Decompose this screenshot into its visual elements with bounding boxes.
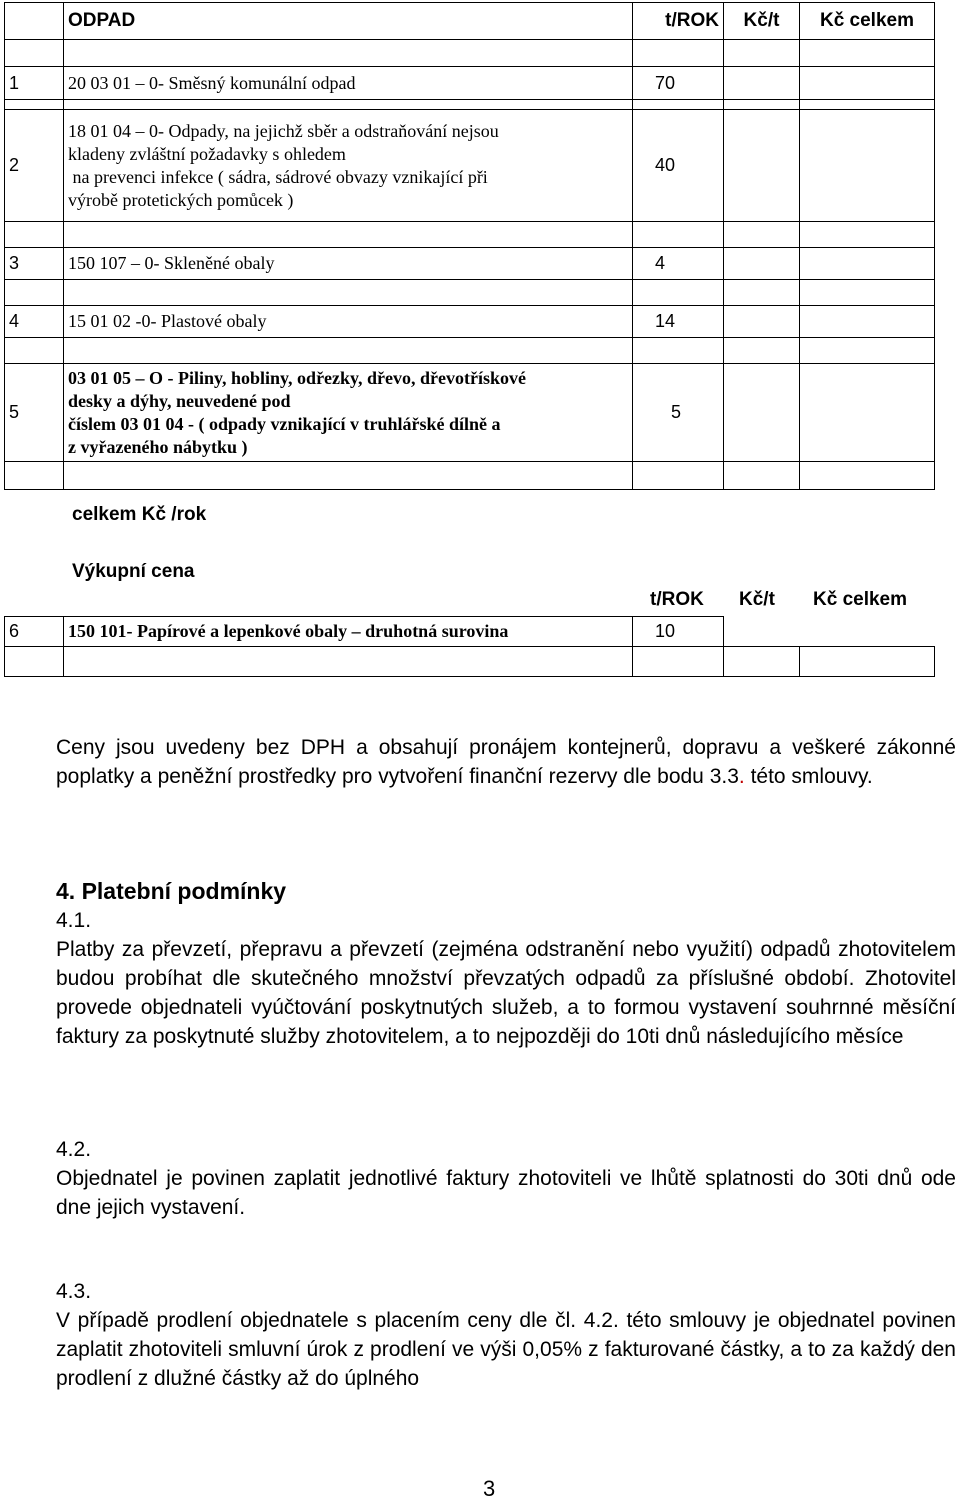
section-4-1-number: 4.1.	[56, 909, 92, 932]
section-4-3-text: V případě prodlení objednatele s placením ceny dle čl. 4.2. této smlouvy je objednatel povinen zaplatit zhotoviteli smluvní úrok z prodlení ve výši 0,05% z fakturované částky, a to za každý den prodlení z dlužné částky až do úplného	[56, 1309, 956, 1390]
page-number: 3	[483, 1476, 496, 1501]
header2-kc-t: Kč/t	[739, 589, 775, 610]
table-row	[5, 364, 935, 462]
spacer-row	[5, 280, 935, 306]
row-description	[64, 364, 633, 462]
prices-dot: .	[738, 765, 745, 788]
row-price-cell	[724, 67, 800, 100]
row-amount: 40	[633, 110, 724, 222]
row-total-cell	[800, 364, 935, 462]
section-4-1-text: Platby za převzetí, přepravu a převzetí (zejména odstranění nebo využití) odpadů zhotovitelem budou probíhat dle skutečného množství převzatých odpadů za příslušné období. Zhotovitel provede objednateli vyúčtování poskytnutých služeb, a to formou vystavení souhrnné měsíční faktury za poskytnuté služby zhotovitelem, a to nejpozději do 10ti dnů následujícího měsíce	[56, 938, 956, 1048]
desc-line: výrobě protetických pomůcek )	[68, 189, 294, 210]
table-row	[5, 248, 935, 280]
desc-line: na prevenci infekce ( sádra, sádrové obvazy vznikající při	[68, 166, 488, 187]
row-total-cell	[800, 306, 935, 338]
row-number: 6	[5, 617, 64, 647]
table-row	[5, 306, 935, 338]
row-amount: 14	[633, 306, 724, 338]
row-number: 3	[5, 248, 64, 280]
row-number: 4	[5, 306, 64, 338]
header-kc-celkem: Kč celkem	[800, 3, 935, 40]
desc-line: kladeny zvláštní požadavky s ohledem	[68, 143, 346, 164]
row-price-cell	[724, 364, 800, 462]
header2-kc-celkem: Kč celkem	[813, 589, 908, 610]
row-price-cell	[724, 248, 800, 280]
row-description	[64, 110, 633, 222]
section-4-2-number: 4.2.	[56, 1138, 92, 1161]
spacer-row	[5, 40, 935, 67]
header2-t-rok: t/ROK	[650, 589, 704, 610]
table-header-row	[5, 3, 935, 40]
paper-table	[4, 616, 935, 677]
row-total-cell	[800, 110, 935, 222]
table-row	[5, 617, 935, 647]
row-total-cell	[800, 617, 935, 647]
header-odpad: ODPAD	[64, 3, 633, 40]
row-number: 1	[5, 67, 64, 100]
row-price-cell	[724, 306, 800, 338]
prices-paragraph	[56, 733, 956, 791]
row-price-cell	[724, 110, 800, 222]
row-total-cell	[800, 67, 935, 100]
desc-line: desky a dýhy, neuvedené pod	[68, 390, 291, 411]
desc-line: číslem 03 01 04 - ( odpady vznikající v truhlářské dílně a	[68, 413, 501, 434]
purchase-price-label: Výkupní cena	[72, 561, 195, 582]
row-amount: 5	[633, 364, 724, 462]
desc-line: 03 01 05 – O - Piliny, hobliny, odřezky, dřevo, dřevotřískové	[68, 367, 527, 388]
spacer-row	[5, 222, 935, 248]
total-label: celkem Kč /rok	[72, 504, 207, 525]
prices-text: Ceny jsou uvedeny bez DPH a obsahují pronájem kontejnerů, dopravu a veškeré zákonné poplatky a peněžní prostředky pro vytvoření finanční rezervy dle bodu 3.3	[56, 736, 956, 788]
table-row	[5, 67, 935, 100]
section-title: 4. Platební podmínky	[56, 878, 287, 904]
row-description: 15 01 02 -0- Plastové obaly	[64, 306, 633, 338]
header-kc-t: Kč/t	[724, 3, 800, 40]
row-amount: 70	[633, 67, 724, 100]
section-4-2-text: Objednatel je povinen zaplatit jednotlivé faktury zhotoviteli ve lhůtě splatnosti do 30ti dnů ode dne jejich vystavení.	[56, 1167, 956, 1219]
prices-text-end: této smlouvy.	[744, 765, 873, 788]
spacer-row	[5, 647, 935, 677]
table-row	[5, 110, 935, 222]
row-description: 150 101- Papírové a lepenkové obaly – druhotná surovina	[64, 617, 633, 647]
row-number: 2	[5, 110, 64, 222]
row-description: 20 03 01 – 0- Směsný komunální odpad	[64, 67, 633, 100]
row-number: 5	[5, 364, 64, 462]
row-amount: 4	[633, 248, 724, 280]
row-price-cell	[724, 617, 800, 647]
section-4-3-number: 4.3.	[56, 1280, 92, 1303]
spacer-row	[5, 338, 935, 364]
header-num-cell	[5, 3, 64, 40]
waste-table	[4, 2, 935, 490]
spacer-row	[5, 100, 935, 110]
desc-line: 18 01 04 – 0- Odpady, na jejichž sběr a odstraňování nejsou	[68, 120, 499, 141]
spacer-row	[5, 462, 935, 490]
desc-line: z vyřazeného nábytku )	[68, 436, 248, 457]
header-t-rok: t/ROK	[633, 3, 724, 40]
row-description: 150 107 – 0- Skleněné obaly	[64, 248, 633, 280]
row-amount: 10	[633, 617, 724, 647]
row-total-cell	[800, 248, 935, 280]
